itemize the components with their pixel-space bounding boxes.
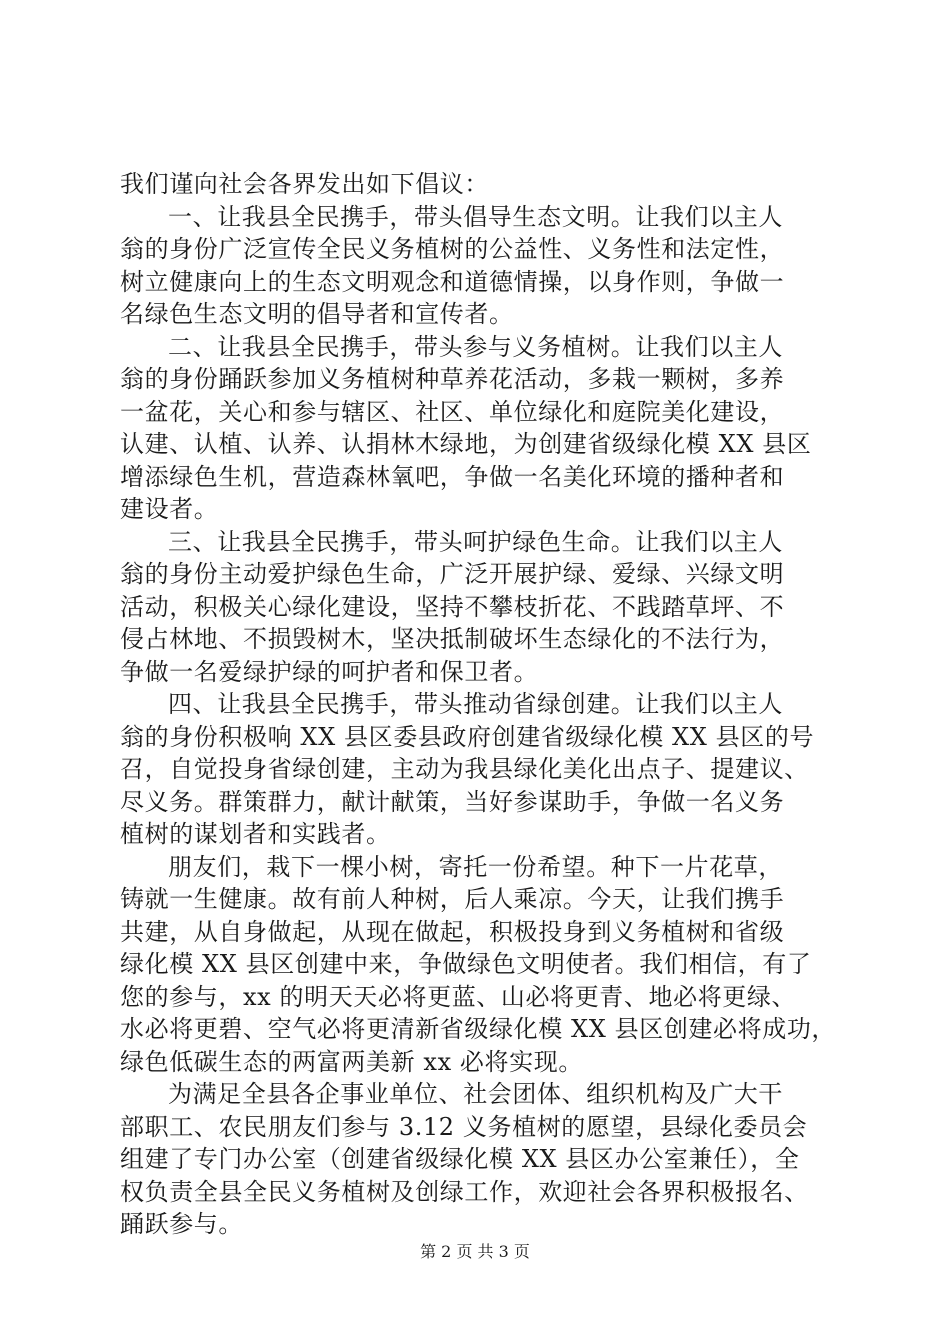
text-line: 树立健康向上的生态文明观念和道德情操，以身作则，争做一: [120, 267, 785, 296]
text-line: 四、让我县全民携手，带头推动省绿创建。让我们以主人: [168, 690, 783, 718]
text-line: 建设者。: [120, 495, 219, 523]
text-line: 组建了专门办公室（创建省级绿化模 XX 县区办公室兼任），全: [120, 1145, 800, 1173]
text-line: 植树的谋划者和实践者。: [120, 820, 391, 848]
text-line: 踊跃参与。: [120, 1210, 243, 1238]
text-line: 翁的身份积极响 XX 县区委县政府创建省级绿化模 XX 县区的号: [120, 722, 815, 751]
text-line: 活动，积极关心绿化建设，坚持不攀枝折花、不践踏草坪、不: [120, 592, 785, 621]
text-line: 为满足全县各企事业单位、社会团体、组织机构及广大干: [168, 1080, 783, 1108]
text-line: 绿色低碳生态的两富两美新 xx 必将实现。: [120, 1047, 583, 1076]
text-line: 权负责全县全民义务植树及创绿工作，欢迎社会各界积极报名、: [120, 1177, 809, 1206]
text-line: 一、让我县全民携手，带头倡导生态文明。让我们以主人: [168, 202, 783, 231]
text-line: 您的参与，xx 的明天天必将更蓝、山必将更青、地必将更绿、: [120, 982, 797, 1011]
text-line: 增添绿色生机，营造森林氧吧，争做一名美化环境的播种者和: [120, 462, 785, 491]
page-footer: 第 2 页 共 3 页: [420, 1242, 530, 1261]
text-line: 二、让我县全民携手，带头参与义务植树。让我们以主人: [168, 332, 783, 361]
text-line: 部职工、农民朋友们参与 3.12 义务植树的愿望，县绿化委员会: [120, 1112, 808, 1141]
text-line: 翁的身份踊跃参加义务植树种草养花活动，多栽一颗树，多养: [120, 365, 785, 393]
text-line: 共建，从自身做起，从现在做起，积极投身到义务植树和省级: [120, 917, 785, 946]
text-line: 我们谨向社会各界发出如下倡议：: [120, 170, 489, 198]
text-line: 水必将更碧、空气必将更清新省级绿化模 XX 县区创建必将成功，: [120, 1015, 837, 1043]
text-line: 侵占林地、不损毁树木，坚决抵制破坏生态绿化的不法行为，: [120, 625, 785, 653]
text-line: 一盆花，关心和参与辖区、社区、单位绿化和庭院美化建设，: [120, 397, 785, 426]
text-line: 召，自觉投身省绿创建，主动为我县绿化美化出点子、提建议、: [120, 755, 809, 783]
text-line: 铸就一生健康。故有前人种树，后人乘凉。今天，让我们携手: [120, 885, 785, 913]
text-line: 翁的身份广泛宣传全民义务植树的公益性、义务性和法定性，: [120, 235, 785, 263]
text-line: 争做一名爱绿护绿的呵护者和保卫者。: [120, 657, 539, 686]
text-line: 翁的身份主动爱护绿色生命，广泛开展护绿、爱绿、兴绿文明: [120, 560, 785, 588]
text-line: 朋友们，栽下一棵小树，寄托一份希望。种下一片花草，: [168, 852, 783, 881]
text-line: 绿化模 XX 县区创建中来，争做绿色文明使者。我们相信，有了: [120, 950, 812, 978]
document-body: [120, 168, 837, 1241]
text-line: 名绿色生态文明的倡导者和宣传者。: [120, 300, 514, 328]
text-line: 三、让我县全民携手，带头呵护绿色生命。让我们以主人: [168, 527, 783, 556]
text-line: 尽义务。群策群力，献计献策，当好参谋助手，争做一名义务: [120, 787, 785, 816]
text-line: 认建、认植、认养、认捐林木绿地，为创建省级绿化模 XX 县区: [120, 430, 812, 458]
